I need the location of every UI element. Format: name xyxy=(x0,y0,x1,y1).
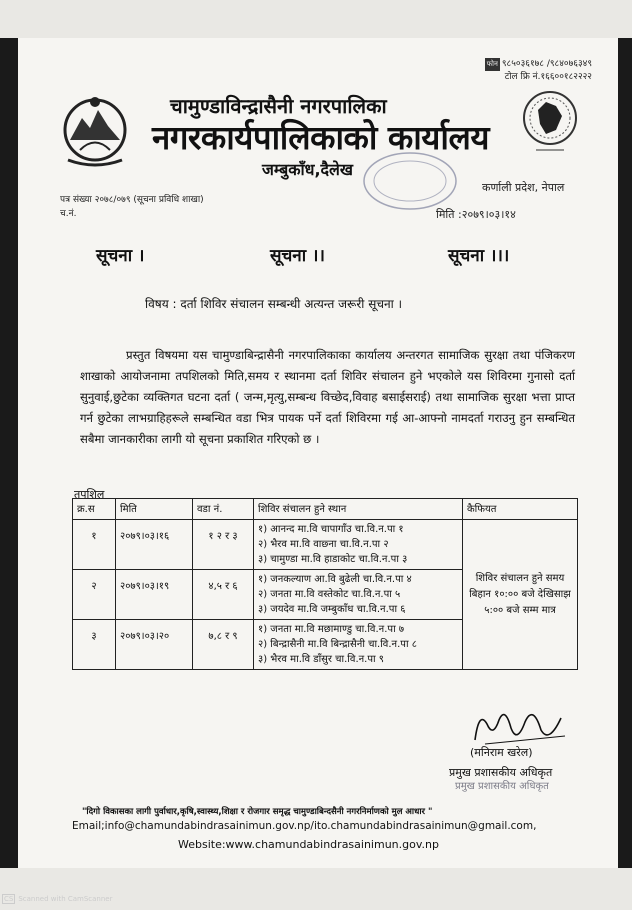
dispatch-number: च.नं. xyxy=(60,209,77,219)
municipality-name: चामुण्डाविन्द्रासैनी नगरपालिका xyxy=(170,94,387,118)
signatory-stamp: प्रमुख प्रशासकीय अधिकृत xyxy=(455,781,549,792)
row-date: २०७९।०३।२० xyxy=(116,620,193,670)
table-header-row xyxy=(73,499,578,520)
row-date: २०७९।०३।१९ xyxy=(116,570,193,620)
municipality-logo-icon xyxy=(520,80,580,165)
row-locations xyxy=(254,620,463,670)
schedule-table xyxy=(72,498,578,670)
tollfree-number: टोल फ्रि नं.१६६००१८२२२२ xyxy=(504,72,592,82)
camscanner-icon: CS xyxy=(4,895,14,903)
row-ward: ४,५ र ६ xyxy=(193,570,254,620)
location-item: ३) भैरव मा.वि डाँसुर चा.वि.न.पा ९ xyxy=(258,654,385,665)
header-serial: क्र.स xyxy=(73,499,116,520)
notice-heading-3: सूचना ।।। xyxy=(448,246,510,266)
office-location: जम्बुकाँध,दैलेख xyxy=(262,160,353,179)
scanner-text: Scanned with CamScanner xyxy=(18,895,113,903)
location-item: २) भैरव मा.वि वाछ्ना चा.वि.न.पा २ xyxy=(258,539,389,550)
phone-number: ९८५०३६१७८ /९८४०७६३४९ xyxy=(501,59,592,69)
footer-email: Email;info@chamundabindrasainimun.gov.np/ito.chamundabindrasainimun@gmail.com, xyxy=(72,820,537,832)
location-item: २) बिन्द्रासैनी मा.वि बिन्द्रासैनी चा.वि.न.पा ८ xyxy=(258,639,417,650)
location-item: १) जनता मा.वि मछामाण्डु चा.वि.न.पा ७ xyxy=(258,624,405,635)
scanner-watermark xyxy=(2,894,113,904)
header-date: मिति xyxy=(116,499,193,520)
header-location: शिविर संचालन हुने स्थान xyxy=(254,499,463,520)
location-item: ३) चामुण्डा मा.वि हाडाकोट चा.वि.न.पा ३ xyxy=(258,554,408,565)
row-ward: १ २ र ३ xyxy=(193,520,254,570)
remarks-cell: शिविर संचालन हुने समय बिहान १०:०० बजे देखिसाझ ५:०० बजे सम्म मात्र xyxy=(463,520,578,670)
office-title: नगरकार्यपालिकाको कार्यालय xyxy=(152,118,489,157)
header-remarks: कैफियत xyxy=(463,499,578,520)
row-locations xyxy=(254,570,463,620)
location-item: ३) जयदेव मा.वि जम्बुकाँध चा.वि.न.पा ६ xyxy=(258,604,406,615)
signatory-name: (मनिराम खरेल) xyxy=(470,746,533,759)
header-ward: वडा नं. xyxy=(193,499,254,520)
footer-slogan: "दिगो विकासका लागी पुर्वाधार,कृषि,स्वास्थ्य,शिक्षा र रोजगार समृद्ध चामुण्डाबिन्दसैनी नगरनिर्माणको मुल आधार " xyxy=(82,807,433,817)
nepal-emblem-icon xyxy=(60,90,130,168)
reference-number: पत्र संख्या २०७८/०७९ (सूचना प्रविधि शाखा) xyxy=(60,195,204,205)
phone-tag: फोन xyxy=(485,58,500,71)
location-item: २) जनता मा.वि वस्तेकोट चा.वि.न.पा ५ xyxy=(258,589,401,600)
row-locations xyxy=(254,520,463,570)
office-stamp-icon xyxy=(360,150,460,212)
row-serial: ३ xyxy=(73,620,116,670)
row-date: २०७९।०३।१६ xyxy=(116,520,193,570)
signatory-title: प्रमुख प्रशासकीय अधिकृत xyxy=(449,766,553,779)
province-name: कर्णाली प्रदेश, नेपाल xyxy=(482,181,565,194)
location-item: १) आनन्द मा.वि चापागाँउ चा.वि.न.पा १ xyxy=(258,524,404,535)
row-ward: ७,८ र ९ xyxy=(193,620,254,670)
letter-date: मिति :२०७९।०३।१४ xyxy=(436,208,516,221)
notice-heading-1: सूचना । xyxy=(96,246,145,266)
footer-website: Website:www.chamundabindrasainimun.gov.np xyxy=(178,838,439,851)
schedule-label: तपशिल xyxy=(74,488,105,501)
row-serial: २ xyxy=(73,570,116,620)
table-row xyxy=(73,520,578,570)
notice-body: प्रस्तुत विषयमा यस चामुण्डाबिन्द्रासैनी नगरपालिकाका कार्यालय अन्तरगत सामाजिक सुरक्षा तथा पंजिकरण शाखाको आयोजनामा तपशिलको मिति,समय र स्थानमा दर्ता शिविर संचालन हुने भएकोले यस शिविरमा गुनासो दर्ता सुनुवाई,छुटेका व्यक्तिगत घटना दर्ता ( जन्म,मृत्यु,सम्बन्ध विच्छेद,विवाह बसाईसराई) तथा सामाजिक सुरक्षा भत्ता प्राप्त गर्न छुटेका लाभग्राहिहरूले सम्बन्धित वडा भित्र पायक पर्ने दर्ता शिविरमा गई आ-आफ्नो नामदर्ता गराउनु हुन सम्बन्धित सबैमा जानकारीका लागी यो सूचना प्रकाशित गरिएको छ । xyxy=(80,348,575,446)
notice-subject: विषय : दर्ता शिविर संचालन सम्बन्धी अत्यन्त जरूरी सूचना । xyxy=(145,297,403,311)
signature-icon xyxy=(465,700,575,750)
row-serial: १ xyxy=(73,520,116,570)
location-item: १) जनकल्याण आ.वि बुढेली चा.वि.न.पा ४ xyxy=(258,574,412,585)
notice-heading-2: सूचना ।। xyxy=(270,246,325,266)
scan-background-top xyxy=(0,0,632,38)
